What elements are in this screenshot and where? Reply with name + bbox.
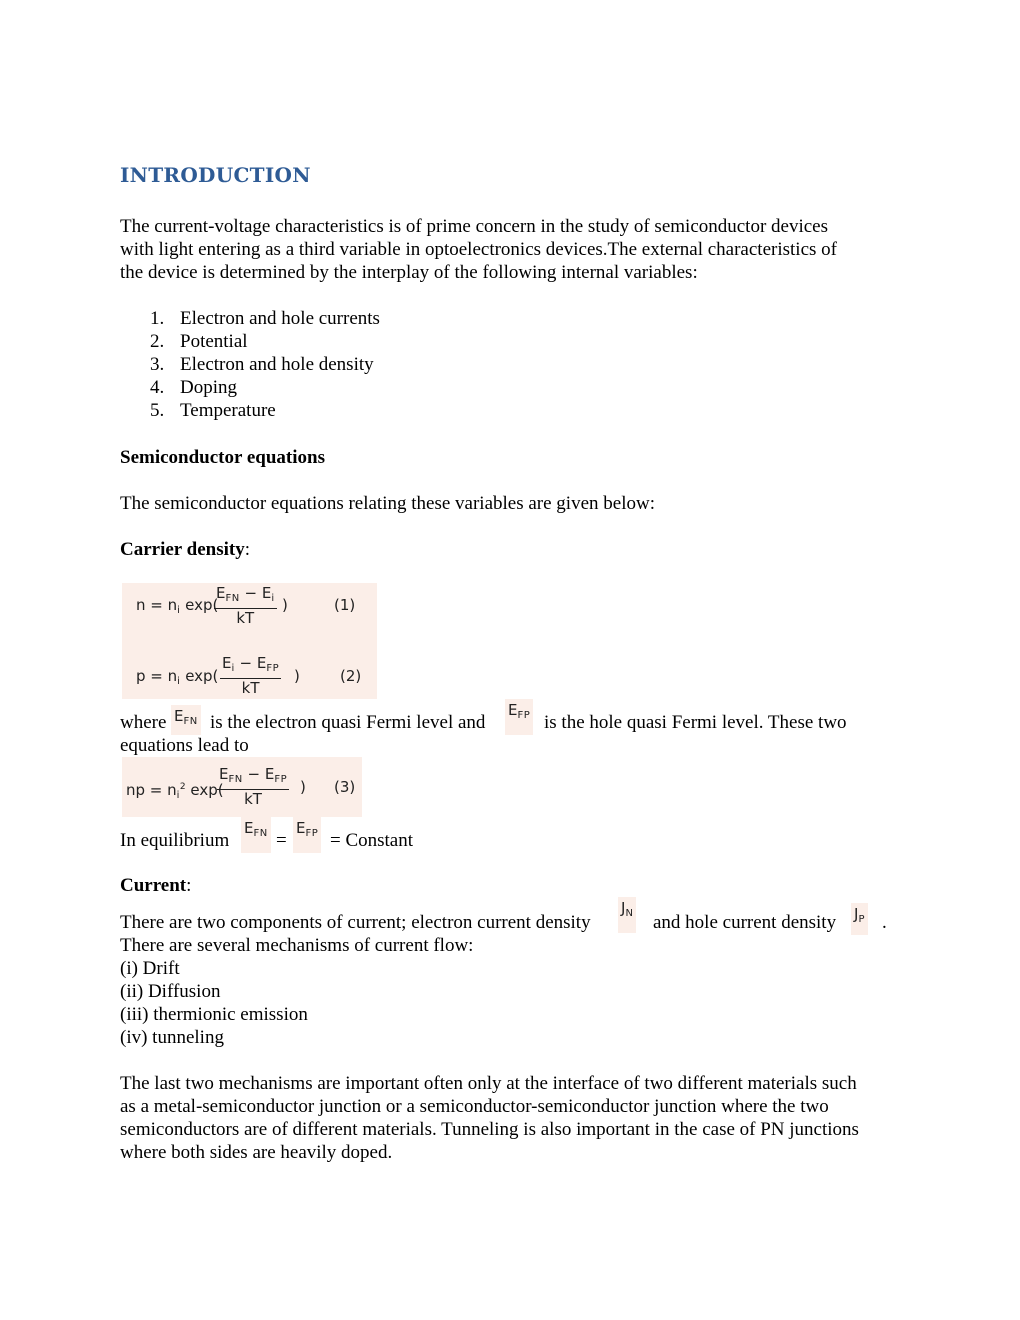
efn-symbol: $E_{FN}$ [171, 705, 201, 735]
closing-line: where both sides are heavily doped. [120, 1142, 393, 1163]
colon: : [186, 875, 192, 896]
mechanism-item: (ii) Diffusion [120, 981, 221, 1002]
where-text-2: is the electron quasi Fermi level and [210, 712, 486, 733]
closing-line: as a metal-semiconductor junction or a semiconductor-semiconductor junction where the two [120, 1096, 829, 1117]
mechanisms-intro: There are several mechanisms of current flow: [120, 935, 474, 956]
current-title: Current [120, 875, 187, 896]
mechanism-item: (i) Drift [120, 958, 180, 979]
equation-3-lhs: np = $n_i^2$ exp( [126, 781, 224, 801]
equation-box-np [122, 757, 362, 817]
list-text: Electron and hole currents [180, 308, 380, 329]
closing-line: The last two mechanisms are important often only at the interface of two different materials such [120, 1073, 857, 1094]
carrier-density-title: Carrier density [120, 539, 245, 560]
mechanism-item: (iii) thermionic emission [120, 1004, 308, 1025]
subheading-semiconductor-equations: Semiconductor equations [120, 447, 325, 468]
current-text-1: There are two components of current; electron current density [120, 912, 591, 933]
list-text: Potential [180, 331, 248, 352]
list-item [150, 307, 380, 330]
intro-line: with light entering as a third variable in optoelectronics devices.The external characteristics of [120, 239, 837, 260]
where-text-1: where [120, 712, 167, 733]
equation-1-close: ) [282, 596, 288, 614]
list-item [150, 353, 374, 376]
closing-paragraph [120, 1072, 910, 1164]
list-number: 5. [150, 400, 165, 421]
intro-line: the device is determined by the interplay of the following internal variables: [120, 262, 698, 283]
mechanism-item: (iv) tunneling [120, 1027, 224, 1048]
equation-3-number: (3) [334, 778, 356, 796]
equation-1-number: (1) [334, 596, 356, 614]
intro-paragraph [120, 215, 910, 284]
list-text: Temperature [180, 400, 276, 421]
current-text-2: and hole current density [653, 912, 837, 933]
equation-1-lhs: $n = n_i$ exp( [136, 596, 219, 616]
mechanisms-block [120, 934, 910, 1049]
list-number: 1. [150, 308, 165, 329]
carrier-density-label [120, 538, 250, 561]
equation-2-fraction: $E_i - E_{FP}$ kT [222, 654, 280, 697]
list-item [150, 399, 276, 422]
list-text: Doping [180, 377, 237, 398]
equilibrium-constant: = Constant [330, 830, 414, 851]
equation-3-close: ) [300, 778, 306, 796]
section-heading: INTRODUCTION [120, 163, 311, 187]
list-item [150, 376, 237, 399]
list-text: Electron and hole density [180, 354, 374, 375]
list-item [150, 330, 248, 353]
equation-2-number: (2) [340, 667, 362, 685]
colon: : [244, 539, 250, 560]
equation-3-fraction: $E_{FN} - E_{FP}$ kT [219, 765, 288, 808]
equations-intro-text: The semiconductor equations relating these variables are given below: [120, 493, 655, 514]
list-number: 2. [150, 331, 165, 352]
equation-2-close: ) [294, 667, 300, 685]
equation-box-carrier-density [122, 583, 377, 699]
intro-line: The current-voltage characteristics is of prime concern in the study of semiconductor devices [120, 216, 829, 237]
equation-1-fraction: $E_{FN} - E_i$ kT [216, 584, 275, 627]
efp-symbol-equilibrium: $E_{FP}$ [293, 817, 321, 853]
current-label [120, 874, 191, 897]
current-text-period: . [882, 912, 887, 933]
list-number: 4. [150, 377, 165, 398]
equation-2-lhs: $p = n_i$ exp( [136, 667, 219, 687]
equals-sign: = [276, 830, 287, 851]
where-text-4: equations lead to [120, 735, 249, 756]
closing-line: semiconductors are of different materials. Tunneling is also important in the case of PN junctions [120, 1119, 859, 1140]
list-number: 3. [150, 354, 165, 375]
jp-symbol: $J_P$ [851, 903, 868, 935]
where-text-3: is the hole quasi Fermi level. These two [544, 712, 847, 733]
equilibrium-text: In equilibrium [120, 830, 230, 851]
jn-symbol: $J_N$ [618, 897, 636, 933]
efn-symbol-equilibrium: $E_{FN}$ [241, 817, 271, 853]
efp-symbol: $E_{FP}$ [505, 699, 533, 735]
